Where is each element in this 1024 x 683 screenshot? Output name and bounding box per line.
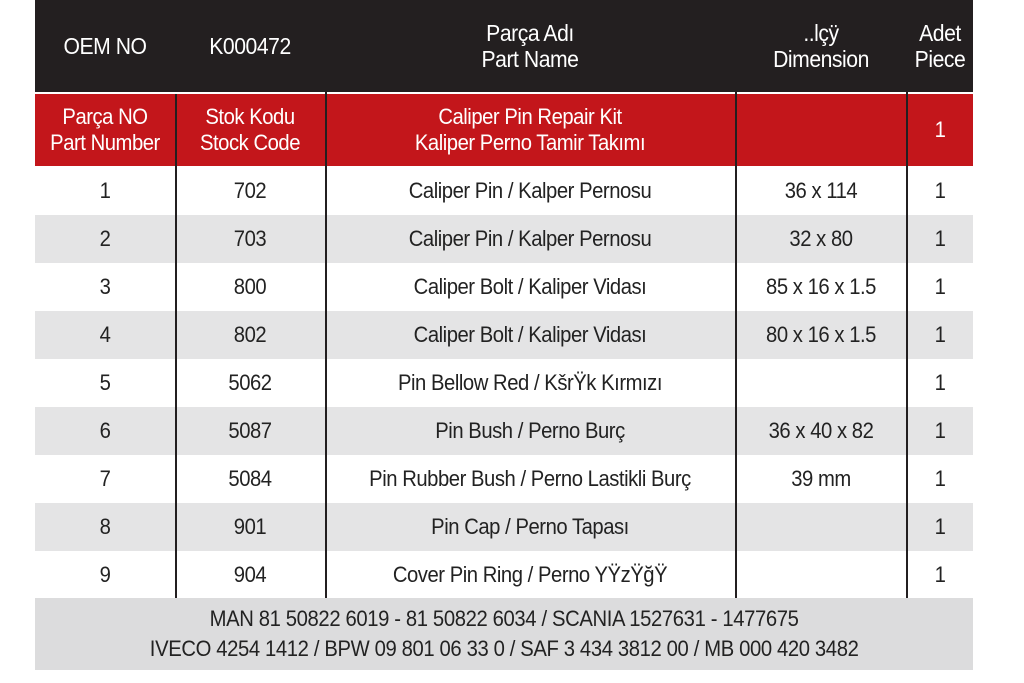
dimension-cell: 80 x 16 x 1.5	[766, 322, 876, 347]
piece-cell: 1	[934, 322, 946, 347]
part-number-cell: 1	[99, 178, 111, 203]
kit-dimension	[742, 94, 900, 166]
dimension-cell: 85 x 16 x 1.5	[766, 274, 876, 299]
part-number-header	[41, 94, 170, 166]
stock-code-cell: 904	[233, 562, 267, 587]
stock-code-cell: 703	[233, 226, 267, 251]
column-divider	[735, 0, 737, 598]
cross-reference-line-1: MAN 81 50822 6019 - 81 50822 6034 / SCANIA 1527631 - 1477675	[209, 606, 799, 631]
part-name-header-en: Part Name	[481, 46, 579, 72]
part-number-cell: 6	[99, 418, 111, 443]
dimension-cell: 32 x 80	[789, 226, 853, 251]
column-divider	[906, 0, 908, 598]
part-number-cell: 7	[99, 466, 111, 491]
stock-code-cell: 5084	[228, 466, 272, 491]
stock-code-header-tr: Stok Kodu	[205, 104, 295, 129]
part-number-cell: 3	[99, 274, 111, 299]
column-divider	[175, 94, 177, 598]
part-number-header-en: Part Number	[50, 130, 160, 155]
dimension-cell: 36 x 40 x 82	[768, 418, 874, 443]
part-name-cell: Pin Bush / Perno Burç	[435, 418, 625, 443]
stock-code-cell: 802	[233, 322, 267, 347]
part-number-cell: 9	[99, 562, 111, 587]
dimension-header-tr: ..lçÿ	[803, 20, 839, 46]
cross-reference-footer	[35, 598, 973, 670]
piece-cell: 1	[934, 418, 946, 443]
dimension-header-en: Dimension	[773, 46, 869, 72]
kit-piece: 1	[934, 117, 946, 142]
piece-cell: 1	[934, 178, 946, 203]
piece-header-tr: Adet	[919, 20, 961, 46]
part-number-header-tr: Parça NO	[62, 104, 148, 129]
part-name-cell: Cover Pin Ring / Perno YŸzŸğŸ	[392, 562, 668, 587]
piece-cell: 1	[934, 226, 946, 251]
part-name-cell: Caliper Pin / Kalper Pernosu	[408, 226, 652, 251]
kit-name-tr: Kaliper Perno Tamir Takımı	[414, 130, 646, 155]
kit-name	[341, 94, 718, 166]
part-name-cell: Pin Rubber Bush / Perno Lastikli Burç	[369, 466, 691, 491]
dimension-cell	[742, 503, 900, 551]
stock-code-cell: 901	[233, 514, 267, 539]
stock-code-cell: 5087	[228, 418, 272, 443]
oem-value: K000472	[209, 33, 291, 59]
piece-cell: 1	[934, 370, 946, 395]
piece-cell: 1	[934, 466, 946, 491]
stock-code-header-en: Stock Code	[199, 130, 301, 155]
part-name-cell: Pin Cap / Perno Tapası	[431, 514, 629, 539]
part-number-cell: 8	[99, 514, 111, 539]
column-divider	[175, 0, 177, 92]
piece-cell: 1	[934, 514, 946, 539]
part-number-cell: 2	[99, 226, 111, 251]
dimension-cell: 39 mm	[791, 466, 851, 491]
dimension-cell	[742, 359, 900, 407]
part-name-cell: Pin Bellow Red / KšrŸk Kırmızı	[397, 370, 663, 395]
stock-code-cell: 702	[233, 178, 267, 203]
piece-header-en: Piece	[914, 46, 966, 72]
part-name-cell: Caliper Bolt / Kaliper Vidası	[413, 274, 647, 299]
part-number-cell: 5	[99, 370, 111, 395]
oem-label: OEM NO	[63, 33, 147, 59]
stock-code-cell: 5062	[228, 370, 272, 395]
part-name-header	[341, 0, 718, 92]
part-name-cell: Caliper Bolt / Kaliper Vidası	[413, 322, 647, 347]
dimension-header	[742, 0, 900, 92]
dimension-cell: 36 x 114	[784, 178, 858, 203]
kit-name-en: Caliper Pin Repair Kit	[438, 104, 622, 129]
part-number-cell: 4	[99, 322, 111, 347]
piece-cell: 1	[934, 274, 946, 299]
dimension-cell	[742, 551, 900, 599]
part-name-header-tr: Parça Adı	[486, 20, 574, 46]
piece-cell: 1	[934, 562, 946, 587]
cross-reference-line-2: IVECO 4254 1412 / BPW 09 801 06 33 0 / SAF 3 434 3812 00 / MB 000 420 3482	[149, 636, 859, 661]
piece-header	[910, 0, 971, 92]
stock-code-header	[181, 94, 319, 166]
stock-code-cell: 800	[233, 274, 267, 299]
column-divider	[325, 0, 327, 598]
part-name-cell: Caliper Pin / Kalper Pernosu	[408, 178, 652, 203]
